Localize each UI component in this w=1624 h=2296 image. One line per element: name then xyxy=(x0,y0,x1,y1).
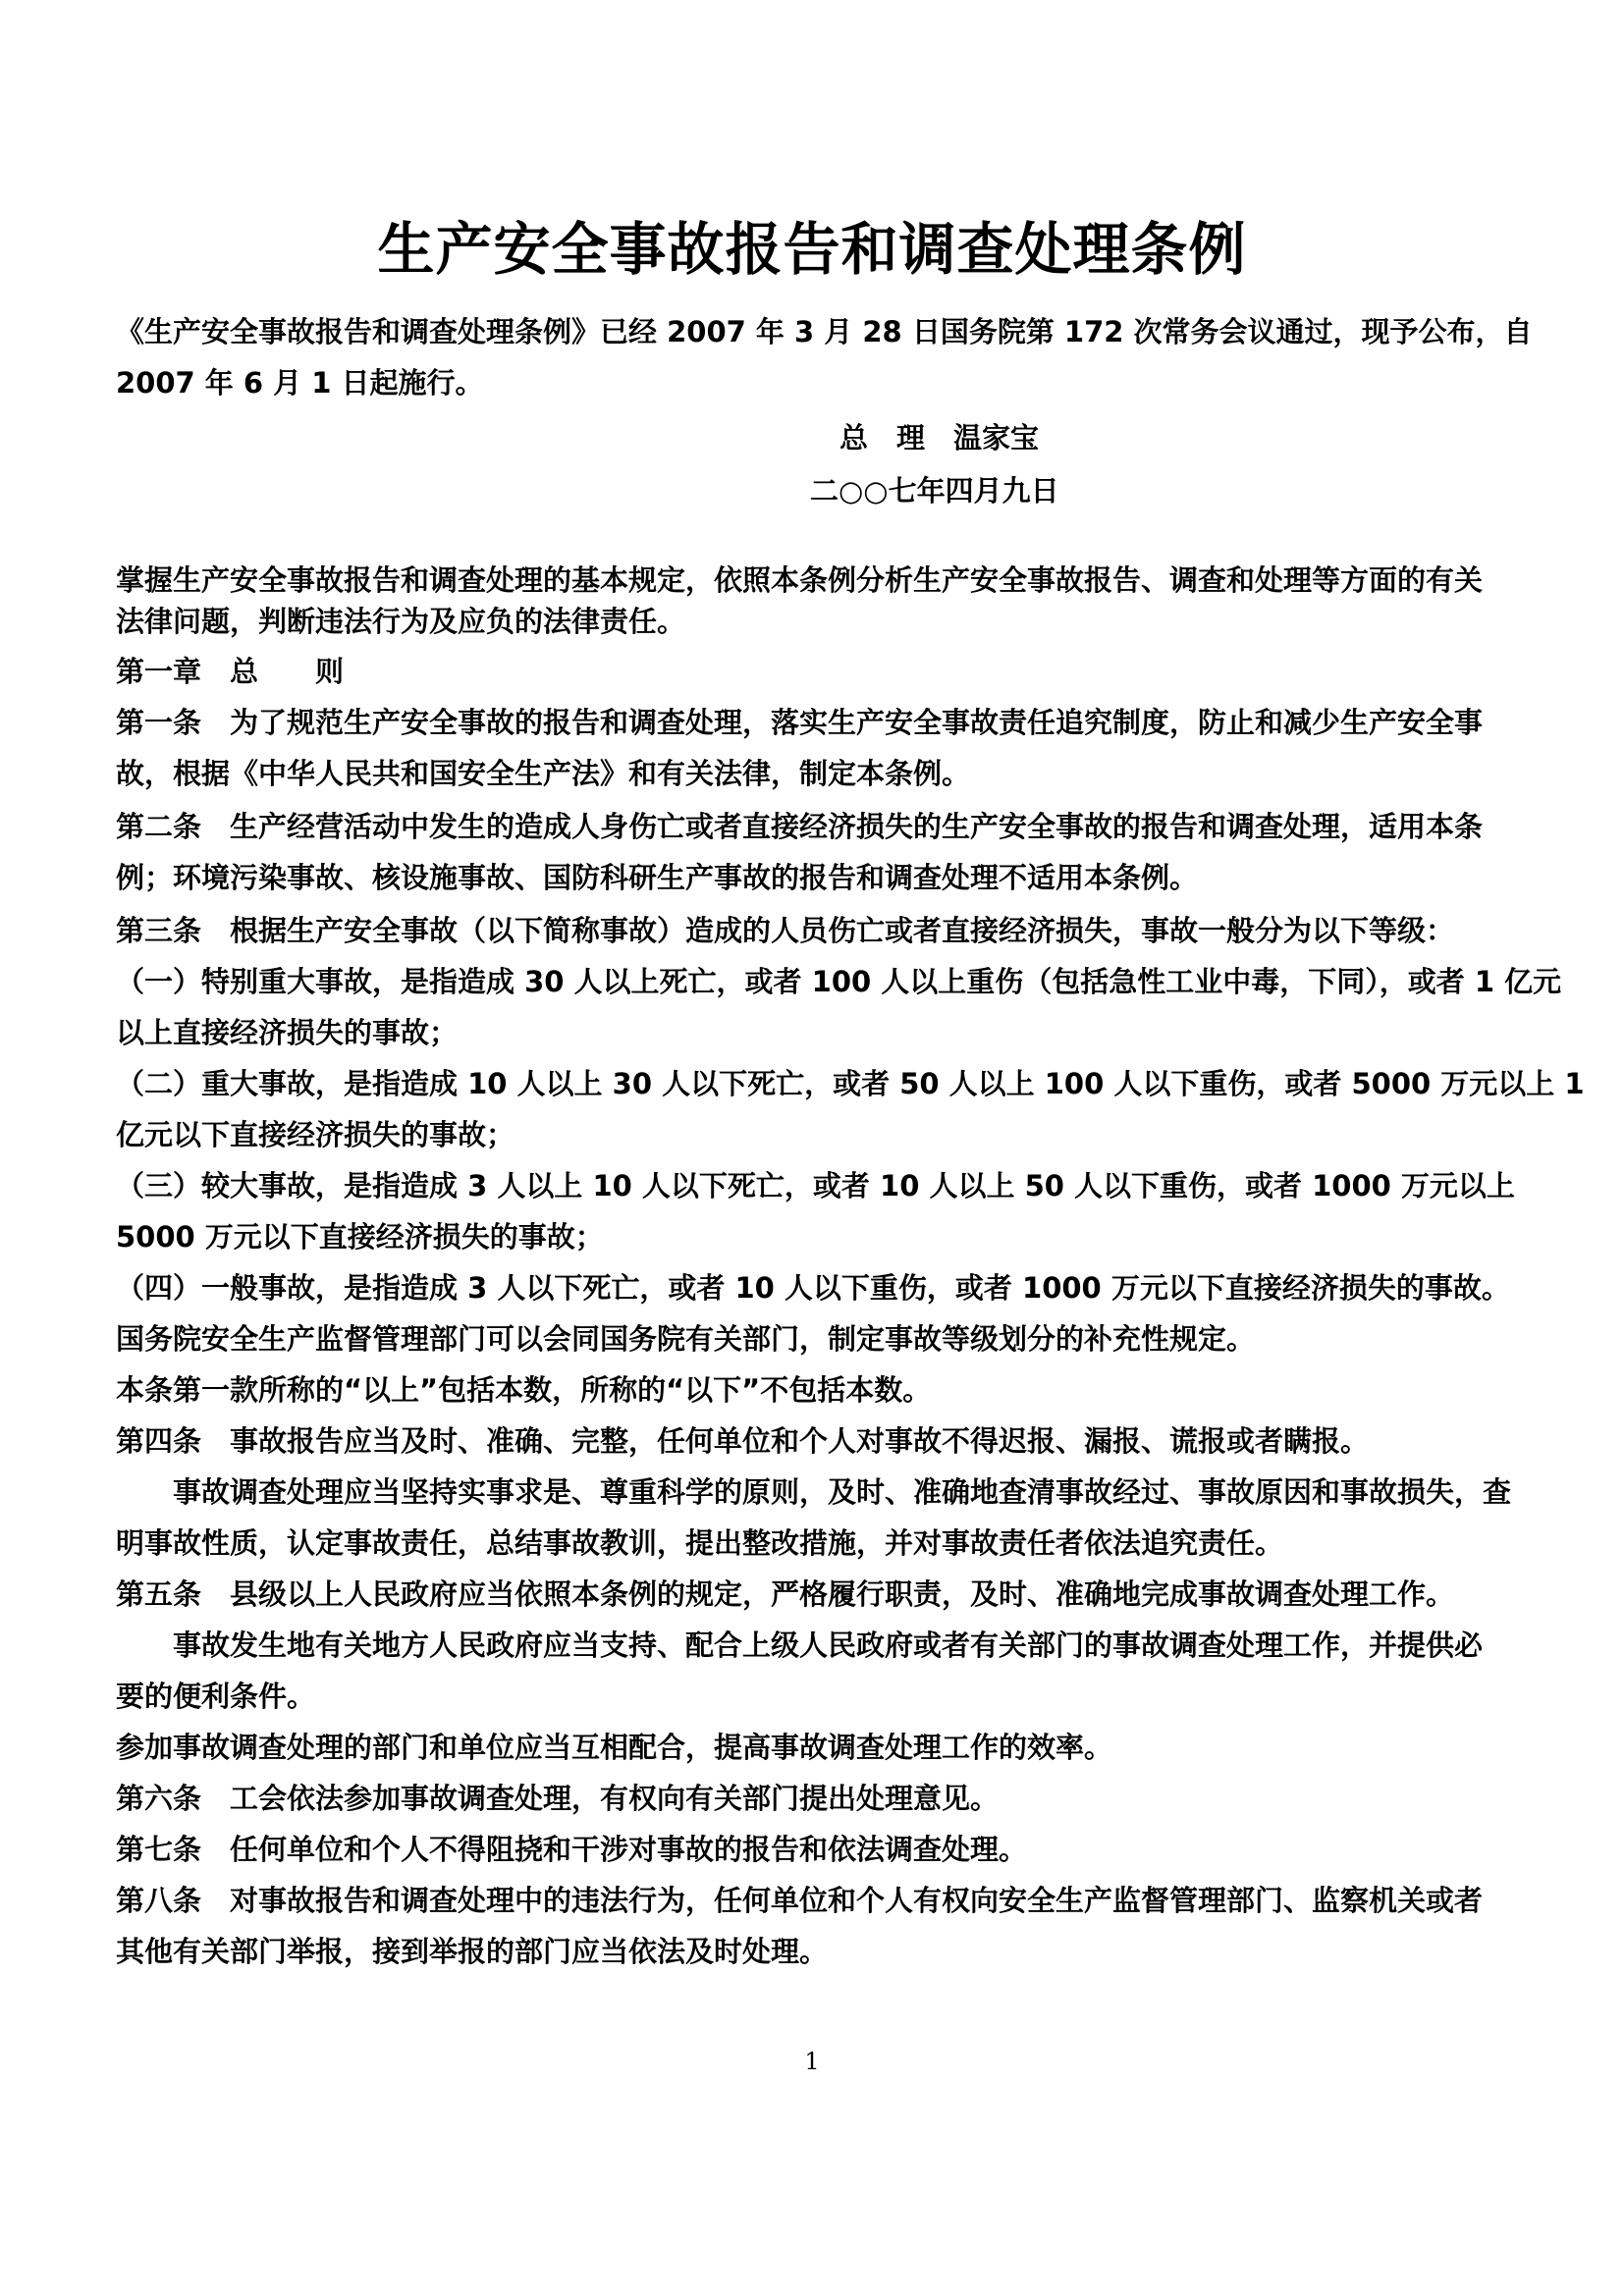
article-5-paragraph-2-line-2: 要的便利条件。 xyxy=(116,1680,316,1713)
promulgation-line-2: 2007 年 6 月 1 日起施行。 xyxy=(116,366,484,400)
promulgation-paragraph xyxy=(116,306,1533,408)
article-3-item-1-line-2: 以上直接经济损失的事故； xyxy=(116,1016,459,1049)
article-7: 第七条 任何单位和个人不得阻挠和干涉对事故的报告和依法调查处理。 xyxy=(116,1833,1028,1866)
intro-line-1: 掌握生产安全事故报告和调查处理的基本规定，依照本条例分析生产安全事故报告、调查和处理等方面的有关 xyxy=(116,563,1484,597)
article-6: 第六条 工会依法参加事故调查处理，有权向有关部门提出处理意见。 xyxy=(116,1782,1000,1815)
article-1-line-1: 第一条 为了规范生产安全事故的报告和调查处理，落实生产安全事故责任追究制度，防止和减少生产安全事 xyxy=(116,706,1484,739)
article-2-line-2: 例；环境污染事故、核设施事故、国防科研生产事故的报告和调查处理不适用本条例。 xyxy=(116,861,1199,894)
article-3-item-2-line-1: （二）重大事故，是指造成 10 人以上 30 人以下死亡，或者 50 人以上 100 人以下重伤，或者 5000 万元以上 1 xyxy=(116,1067,1585,1100)
article-5-paragraph-3: 参加事故调查处理的部门和单位应当互相配合，提高事故调查处理工作的效率。 xyxy=(116,1731,1113,1764)
article-8-line-1: 第八条 对事故报告和调查处理中的违法行为，任何单位和个人有权向安全生产监督管理部门、监察机关或者 xyxy=(116,1884,1484,1917)
article-3-item-4: （四）一般事故，是指造成 3 人以下死亡，或者 10 人以下重伤，或者 1000 万元以下直接经济损失的事故。 xyxy=(116,1271,1510,1305)
article-3-paragraph-2: 国务院安全生产监督管理部门可以会同国务院有关部门，制定事故等级划分的补充性规定。 xyxy=(116,1322,1256,1356)
article-4-paragraph-2-line-1: 事故调查处理应当坚持实事求是、尊重科学的原则，及时、准确地查清事故经过、事故原因和事故损失，查 xyxy=(173,1475,1512,1509)
article-3-item-1-line-1: （一）特别重大事故，是指造成 30 人以上死亡，或者 100 人以上重伤（包括急性工业中毒，下同），或者 1 亿元 xyxy=(116,965,1562,998)
intro-line-2: 法律问题，判断违法行为及应负的法律责任。 xyxy=(116,605,686,638)
article-1-line-2: 故，根据《中华人民共和国安全生产法》和有关法律，制定本条例。 xyxy=(116,757,971,790)
article-4-line-1: 第四条 事故报告应当及时、准确、完整，任何单位和个人对事故不得迟报、漏报、谎报或者瞒报。 xyxy=(116,1424,1370,1458)
article-2-line-1: 第二条 生产经营活动中发生的造成人身伤亡或者直接经济损失的生产安全事故的报告和调查处理，适用本条 xyxy=(116,810,1484,843)
intro-paragraph xyxy=(116,560,1510,642)
article-3-item-3-line-2: 5000 万元以下直接经济损失的事故； xyxy=(116,1220,604,1254)
article-4 xyxy=(116,1415,1510,1977)
article-3-line-1: 第三条 根据生产安全事故（以下简称事故）造成的人员伤亡或者直接经济损失，事故一般分为以下等级： xyxy=(116,914,1455,947)
document-title: 生产安全事故报告和调查处理条例 xyxy=(377,216,1247,283)
article-3-item-2-line-2: 亿元以下直接经济损失的事故； xyxy=(116,1118,515,1151)
promulgation-line-1: 《生产安全事故报告和调查处理条例》已经 2007 年 3 月 28 日国务院第 172 次常务会议通过，现予公布，自 xyxy=(116,315,1533,348)
article-3-paragraph-3: 本条第一款所称的“以上”包括本数，所称的“以下”不包括本数。 xyxy=(116,1373,932,1407)
article-8-line-2: 其他有关部门举报，接到举报的部门应当依法及时处理。 xyxy=(116,1935,829,1968)
article-3 xyxy=(116,905,1585,1415)
page-number: 1 xyxy=(804,2048,820,2075)
article-5-line-1: 第五条 县级以上人民政府应当依照本条例的规定，严格履行职责，及时、准确地完成事故调查处理工作。 xyxy=(116,1577,1455,1611)
article-3-item-3-line-1: （三）较大事故，是指造成 3 人以上 10 人以下死亡，或者 10 人以上 50 人以下重伤，或者 1000 万元以上 xyxy=(116,1169,1515,1202)
article-1 xyxy=(116,697,1510,799)
article-5-paragraph-2-line-1: 事故发生地有关地方人民政府应当支持、配合上级人民政府或者有关部门的事故调查处理工作，并提供必 xyxy=(173,1629,1484,1662)
signature-date: 二○○七年四月九日 xyxy=(810,474,1059,507)
signer-name: 总 理 温家宝 xyxy=(839,421,1040,454)
article-4-paragraph-2-line-2: 明事故性质，认定事故责任，总结事故教训，提出整改措施，并对事故责任者依法追究责任。 xyxy=(116,1526,1284,1560)
chapter-heading: 第一章 总 则 xyxy=(116,655,345,688)
article-2 xyxy=(116,801,1510,903)
